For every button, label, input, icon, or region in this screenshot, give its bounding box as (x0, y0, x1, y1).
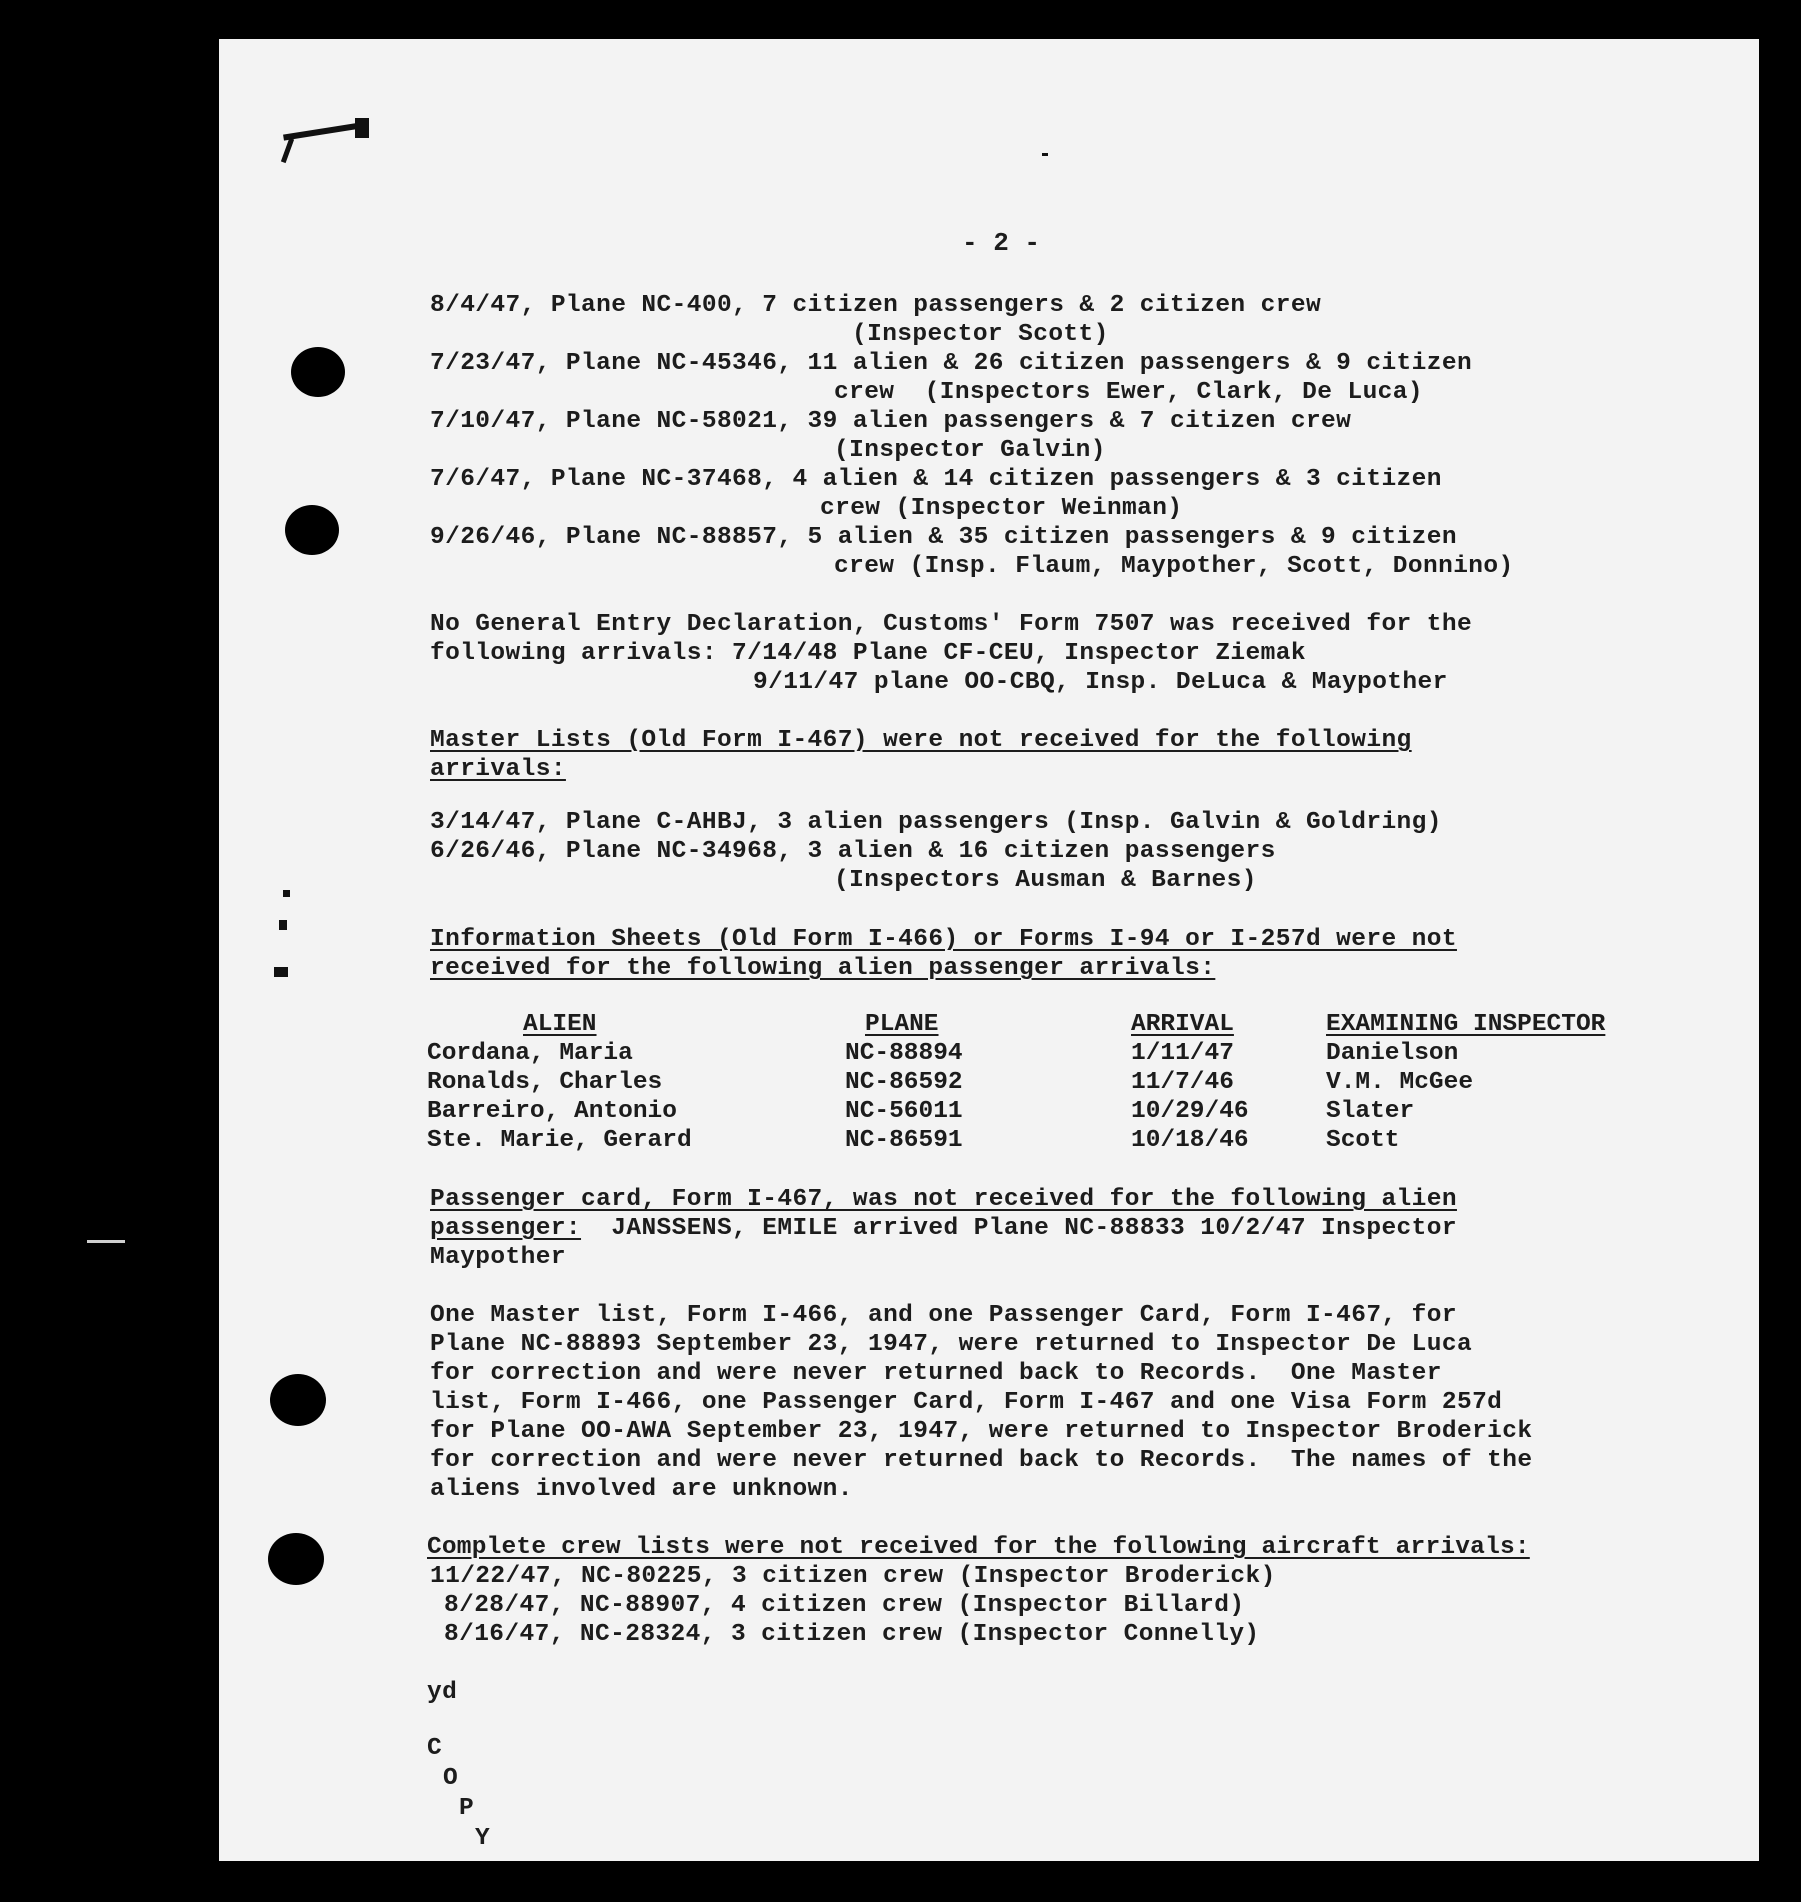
general-entry-line: 9/11/47 plane OO-CBQ, Insp. DeLuca & Maypother (753, 669, 1448, 696)
table-cell: Cordana, Maria (427, 1040, 633, 1067)
column-header: PLANE (865, 1011, 939, 1038)
punch-hole (268, 1533, 324, 1585)
table-cell: Scott (1326, 1127, 1400, 1154)
table-cell: NC-86591 (845, 1127, 963, 1154)
table-row (427, 1126, 1605, 1155)
table-cell: Barreiro, Antonio (427, 1098, 677, 1125)
table-cell: 10/29/46 (1131, 1098, 1249, 1125)
table-cell: Slater (1326, 1098, 1415, 1125)
column-header: ALIEN (523, 1011, 597, 1038)
arrival-line: 8/4/47, Plane NC-400, 7 citizen passengers & 2 citizen crew (430, 292, 1322, 319)
section-heading: Passenger card, Form I-467, was not received for the following alien (430, 1186, 1457, 1213)
speck (283, 890, 290, 897)
passenger-card-line (430, 1214, 1457, 1243)
section-heading: passenger: (430, 1215, 582, 1242)
copy-stamp-letter: Y (475, 1825, 490, 1852)
paragraph-line: Plane NC-88893 September 23, 1947, were returned to Inspector De Luca (430, 1331, 1473, 1358)
crew-list-line: 11/22/47, NC-80225, 3 citizen crew (Inspector Broderick) (430, 1563, 1276, 1590)
section-heading: received for the following alien passenger arrivals: (430, 955, 1216, 982)
alien-arrivals-table (427, 1010, 1605, 1155)
arrival-line: (Inspector Scott) (852, 321, 1109, 348)
arrival-line: crew (Insp. Flaum, Maypother, Scott, Donnino) (834, 553, 1514, 580)
punch-hole (285, 505, 339, 555)
column-header: ARRIVAL (1131, 1011, 1234, 1038)
table-cell: 10/18/46 (1131, 1127, 1249, 1154)
speck (279, 920, 287, 930)
master-list-line: 3/14/47, Plane C-AHBJ, 3 alien passengers (Insp. Galvin & Goldring) (430, 809, 1442, 836)
handwritten-mark (355, 118, 369, 138)
table-cell: Ronalds, Charles (427, 1069, 663, 1096)
general-entry-line: following arrivals: 7/14/48 Plane CF-CEU, Inspector Ziemak (430, 640, 1306, 667)
paragraph-line: list, Form I-466, one Passenger Card, Form I-467 and one Visa Form 257d (430, 1389, 1503, 1416)
master-list-line: (Inspectors Ausman & Barnes) (834, 867, 1257, 894)
table-cell: NC-88894 (845, 1040, 963, 1067)
copy-stamp-letter: P (459, 1795, 474, 1822)
paragraph-line: aliens involved are unknown. (430, 1476, 853, 1503)
table-row (427, 1097, 1605, 1126)
arrival-line: 7/10/47, Plane NC-58021, 39 alien passengers & 7 citizen crew (430, 408, 1352, 435)
speck (274, 967, 288, 977)
speck (87, 1240, 125, 1243)
crew-list-line: 8/16/47, NC-28324, 3 citizen crew (Inspector Connelly) (444, 1621, 1260, 1648)
passenger-card-text: JANSSENS, EMILE arrived Plane NC-88833 10/2/47 Inspector (581, 1215, 1457, 1242)
copy-stamp-letter: C (427, 1735, 442, 1762)
table-header-row (427, 1010, 1605, 1039)
arrival-line: (Inspector Galvin) (834, 437, 1106, 464)
page-number: - 2 - (962, 228, 1041, 258)
table-row (427, 1068, 1605, 1097)
table-cell: Danielson (1326, 1040, 1459, 1067)
table-row (427, 1039, 1605, 1068)
arrival-line: crew (Inspector Weinman) (820, 495, 1183, 522)
paragraph-line: One Master list, Form I-466, and one Passenger Card, Form I-467, for (430, 1302, 1457, 1329)
arrival-line: crew (Inspectors Ewer, Clark, De Luca) (834, 379, 1423, 406)
paragraph-line: for correction and were never returned back to Records. The names of the (430, 1447, 1533, 1474)
general-entry-line: No General Entry Declaration, Customs' Form 7507 was received for the (430, 611, 1473, 638)
paragraph-line: for correction and were never returned back to Records. One Master (430, 1360, 1442, 1387)
punch-hole (291, 347, 345, 397)
table-cell: V.M. McGee (1326, 1069, 1474, 1096)
table-cell: 1/11/47 (1131, 1040, 1234, 1067)
section-heading: Master Lists (Old Form I-467) were not received for the following (430, 727, 1412, 754)
table-cell: Ste. Marie, Gerard (427, 1127, 692, 1154)
arrival-line: 9/26/46, Plane NC-88857, 5 alien & 35 citizen passengers & 9 citizen (430, 524, 1457, 551)
passenger-card-line: Maypother (430, 1244, 566, 1271)
copy-stamp-letter: O (443, 1765, 458, 1792)
typist-initials: yd (427, 1679, 458, 1706)
section-heading: Complete crew lists were not received for the following aircraft arrivals: (427, 1534, 1530, 1561)
arrival-line: 7/6/47, Plane NC-37468, 4 alien & 14 citizen passengers & 3 citizen (430, 466, 1442, 493)
column-header: EXAMINING INSPECTOR (1326, 1011, 1606, 1038)
section-heading: Information Sheets (Old Form I-466) or Forms I-94 or I-257d were not (430, 926, 1457, 953)
paragraph-line: for Plane OO-AWA September 23, 1947, were returned to Inspector Broderick (430, 1418, 1533, 1445)
section-heading: arrivals: (430, 756, 566, 783)
arrival-line: 7/23/47, Plane NC-45346, 11 alien & 26 citizen passengers & 9 citizen (430, 350, 1473, 377)
crew-list-line: 8/28/47, NC-88907, 4 citizen crew (Inspector Billard) (444, 1592, 1245, 1619)
table-cell: 11/7/46 (1131, 1069, 1234, 1096)
master-list-line: 6/26/46, Plane NC-34968, 3 alien & 16 citizen passengers (430, 838, 1276, 865)
table-cell: NC-56011 (845, 1098, 963, 1125)
speck (1042, 153, 1048, 156)
table-cell: NC-86592 (845, 1069, 963, 1096)
punch-hole (270, 1374, 326, 1426)
